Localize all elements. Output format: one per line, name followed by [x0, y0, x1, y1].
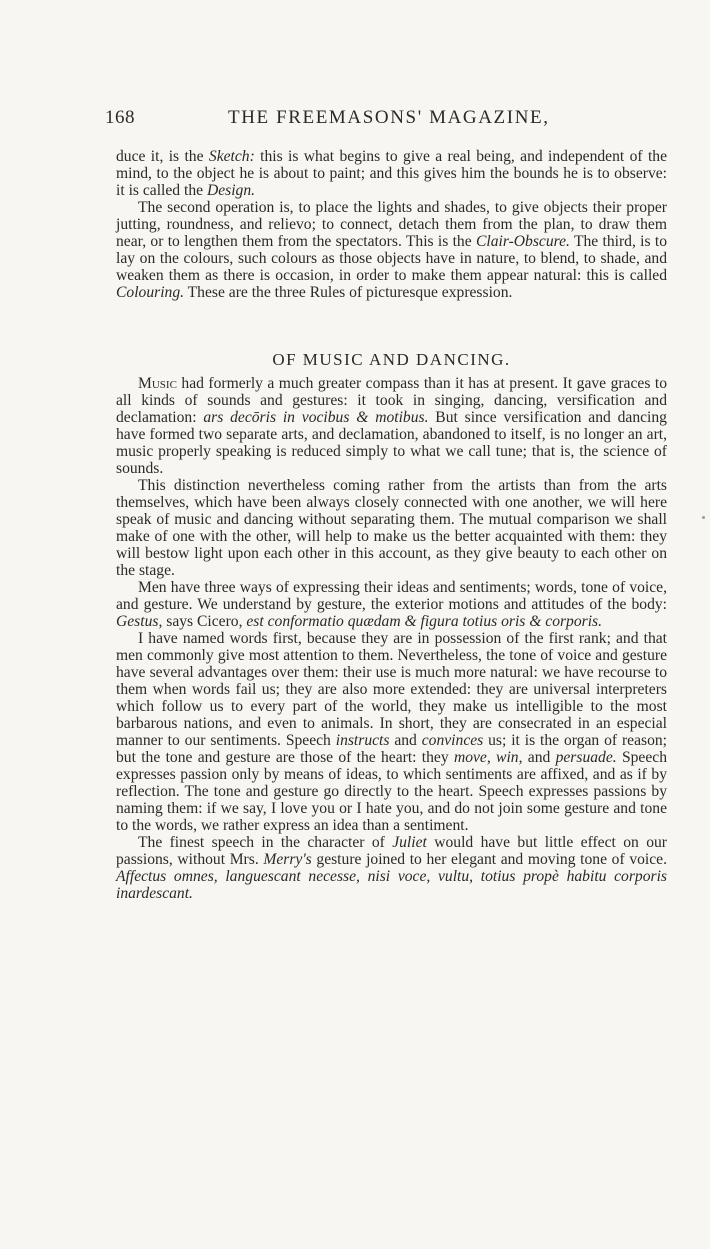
text-run: says Cicero, — [162, 613, 247, 630]
text-run: and — [389, 732, 422, 749]
small-caps-text: Music — [138, 375, 177, 392]
paragraph — [116, 375, 667, 477]
italic-text: Merry's — [263, 851, 312, 868]
text-run: and — [522, 749, 556, 766]
italic-text: est conformatio quædam & figura totius oris & corporis. — [246, 613, 603, 630]
paragraph — [116, 834, 667, 902]
text-run: Speech expresses passion only by means of ideas, to which sentiments are affixed, and as if by reflection. The tone and gesture go directly to the heart. Speech expresses passions by naming them: if we say, I love you or I hate you, and do not join some gesture and tone to the words, we rather express an idea than a sentiment. — [116, 749, 667, 834]
italic-text: persuade. — [555, 749, 617, 766]
paragraph — [116, 630, 667, 834]
text-run: The third, is to lay on the colours, such colours as those objects have in nature, to blend, to shade, and weaken them as there is occasion, in order to make them appear natural: this is called — [116, 233, 667, 284]
italic-text: convinces — [421, 732, 484, 749]
text-run: The finest speech in the character of — [138, 834, 393, 851]
italic-text: Gestus, — [116, 613, 163, 630]
italic-text: Affectus omnes, languescant necesse, nisi voce, vultu, totius propè habitu corporis inardescant. — [116, 868, 667, 902]
page-header — [103, 107, 603, 137]
running-title: THE FREEMASONS' MAGAZINE, — [228, 107, 550, 128]
text-run: I have named words first, because they are in possession of the first rank; and that men commonly give most attention to them. Nevertheless, the tone of voice and gesture have several advantages over them: their use is much more natural: we have recourse to them when words fail us; they are also more extended: they are universal interpreters which follow us to every part of the world, they make us intelligible to the most barbarous nations, and even to animals. In short, they are consecrated in an especial manner to our sentiments. Speech — [116, 630, 667, 749]
text-run: would have but little effect on our passions, without Mrs. — [116, 834, 667, 868]
italic-text: Design. — [206, 182, 256, 199]
text-run: this is what begins to give a real being, and independent of the mind, to the object he is about to paint; and this gives him the bounds he is to observe: it is called the — [116, 148, 667, 199]
text-run: But since versification and dancing have formed two separate arts, and declamation, abandoned to itself, is no longer an art, music properly speaking is reduced simply to what we call tune; that is, the science of sounds. — [116, 409, 667, 477]
text-run: This distinction nevertheless coming rather from the artists than from the arts themselves, which have been always closely connected with one another, we will here speak of music and dancing without separating them. The mutual comparison we shall make of one with the other, will help to make us the better acquainted with them: they will bestow light upon each other in this account, as they give beauty to each other on the stage. — [116, 477, 667, 579]
section-title: OF MUSIC AND DANCING. — [272, 350, 511, 369]
text-run: These are the three Rules of picturesque expression. — [184, 284, 513, 301]
italic-text: Juliet — [392, 834, 427, 851]
text-run: gesture joined to her elegant and moving tone of voice. — [311, 851, 667, 868]
text-run: The second operation is, to place the lights and shades, to give objects their proper jutting, roundness, and relievo; to connect, detach them from the plan, to draw them near, or to lengthen them from the spectators. This is the — [116, 199, 667, 250]
italic-text: instructs — [335, 732, 390, 749]
text-run: had formerly a much greater compass than it has at present. It gave graces to all kinds of sounds and gestures: it took in singing, dancing, versification and declamation: — [116, 375, 667, 426]
italic-text: move, win, — [453, 749, 523, 766]
italic-text: ars decōris in vocibus & motibus. — [203, 409, 429, 426]
text-run: duce it, is the — [116, 148, 209, 165]
paragraph — [116, 148, 667, 199]
italic-text: Colouring. — [116, 284, 185, 301]
paragraph — [116, 579, 667, 630]
text-run: us; it is the organ of reason; but the tone and gesture are those of the heart: they — [116, 732, 667, 766]
text-run: Men have three ways of expressing their ideas and sentiments; words, tone of voice, and gesture. We understand by gesture, the exterior motions and attitudes of the body: — [116, 579, 667, 613]
paragraph — [116, 477, 667, 579]
page-speck — [702, 516, 705, 519]
text-block-before — [116, 148, 667, 301]
paragraph — [116, 199, 667, 301]
italic-text: Sketch: — [208, 148, 255, 165]
italic-text: Clair-Obscure. — [475, 233, 570, 250]
text-block-after — [116, 375, 667, 902]
page-number: 168 — [105, 107, 135, 128]
